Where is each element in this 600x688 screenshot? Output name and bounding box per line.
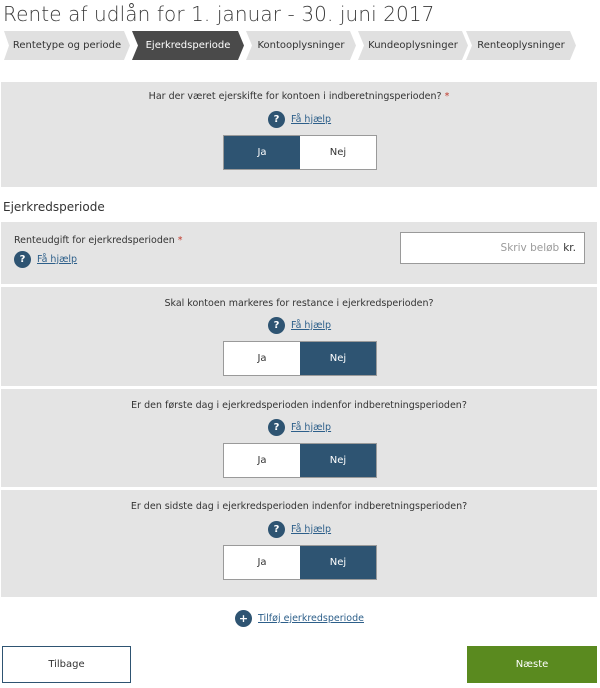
restance-toggle bbox=[223, 341, 377, 376]
first-day-panel bbox=[1, 389, 597, 487]
step-label: Renteoplysninger bbox=[477, 40, 565, 51]
first-day-yes[interactable]: Ja bbox=[257, 455, 267, 466]
step-kontooplysninger[interactable] bbox=[246, 31, 356, 60]
question-text: Har der været ejerskifte for kontoen i indberetningsperioden? bbox=[148, 91, 442, 102]
question-mark-icon: ? bbox=[268, 521, 285, 538]
step-label: Kundeoplysninger bbox=[368, 40, 458, 51]
help-link-label[interactable]: Få hjælp bbox=[37, 254, 78, 265]
page-title: Rente af udlån for 1. januar - 30. juni 2017 bbox=[3, 2, 435, 26]
help-link[interactable] bbox=[268, 419, 331, 436]
step-label: Ejerkredsperiode bbox=[145, 40, 231, 51]
last-day-yes[interactable]: Ja bbox=[257, 557, 267, 568]
help-link-label[interactable]: Få hjælp bbox=[291, 422, 332, 433]
step-ejerkredsperiode[interactable] bbox=[132, 31, 244, 60]
interest-amount-input[interactable] bbox=[400, 232, 585, 264]
first-day-no[interactable]: Nej bbox=[300, 444, 376, 477]
field-label-text: Renteudgift for ejerkredsperioden bbox=[14, 235, 175, 246]
plus-icon: + bbox=[235, 610, 252, 627]
help-link[interactable] bbox=[268, 111, 331, 128]
first-day-toggle bbox=[223, 443, 377, 478]
required-asterisk: * bbox=[444, 91, 450, 102]
first-day-question: Er den første dag i ejerkredsperioden indenfor indberetningsperioden? bbox=[131, 400, 467, 411]
ownership-change-yes[interactable]: Ja bbox=[224, 136, 300, 169]
interest-expense-label bbox=[14, 235, 183, 246]
step-kundeoplysninger[interactable] bbox=[358, 31, 468, 60]
restance-yes[interactable]: Ja bbox=[257, 353, 267, 364]
help-link-label[interactable]: Få hjælp bbox=[291, 114, 332, 125]
question-mark-icon: ? bbox=[14, 251, 31, 268]
step-indicator bbox=[4, 31, 576, 60]
help-link-label[interactable]: Få hjælp bbox=[291, 320, 332, 331]
question-mark-icon: ? bbox=[268, 111, 285, 128]
step-label: Rentetype og periode bbox=[12, 40, 122, 51]
help-link-label[interactable]: Få hjælp bbox=[291, 524, 332, 535]
step-label: Kontooplysninger bbox=[257, 40, 345, 51]
last-day-panel bbox=[1, 490, 597, 597]
help-link[interactable] bbox=[268, 317, 331, 334]
back-button[interactable]: Tilbage bbox=[2, 646, 131, 683]
ownership-change-question bbox=[1, 91, 597, 102]
add-ownership-period-label[interactable]: Tilføj ejerkredsperiode bbox=[258, 613, 364, 624]
last-day-toggle bbox=[223, 545, 377, 580]
restance-question: Skal kontoen markeres for restance i ejerkredsperioden? bbox=[164, 298, 434, 309]
step-renteoplysninger[interactable] bbox=[466, 31, 576, 60]
restance-no[interactable]: Nej bbox=[300, 342, 376, 375]
last-day-no[interactable]: Nej bbox=[300, 546, 376, 579]
question-mark-icon: ? bbox=[268, 317, 285, 334]
interest-help-link[interactable] bbox=[14, 251, 77, 268]
step-rentetype-og-periode[interactable] bbox=[4, 31, 130, 60]
help-link[interactable] bbox=[268, 521, 331, 538]
next-button[interactable]: Næste bbox=[467, 646, 597, 683]
restance-panel bbox=[1, 287, 597, 386]
amount-placeholder: Skriv beløb bbox=[500, 242, 560, 254]
question-mark-icon: ? bbox=[268, 419, 285, 436]
ownership-change-no[interactable]: Nej bbox=[329, 147, 347, 158]
ownership-change-panel bbox=[1, 82, 597, 187]
section-heading: Ejerkredsperiode bbox=[3, 200, 105, 214]
ownership-change-toggle bbox=[223, 135, 377, 170]
currency-unit: kr. bbox=[563, 242, 576, 254]
add-ownership-period-link[interactable] bbox=[235, 610, 364, 627]
required-asterisk: * bbox=[177, 235, 183, 246]
last-day-question: Er den sidste dag i ejerkredsperioden indenfor indberetningsperioden? bbox=[130, 501, 468, 512]
